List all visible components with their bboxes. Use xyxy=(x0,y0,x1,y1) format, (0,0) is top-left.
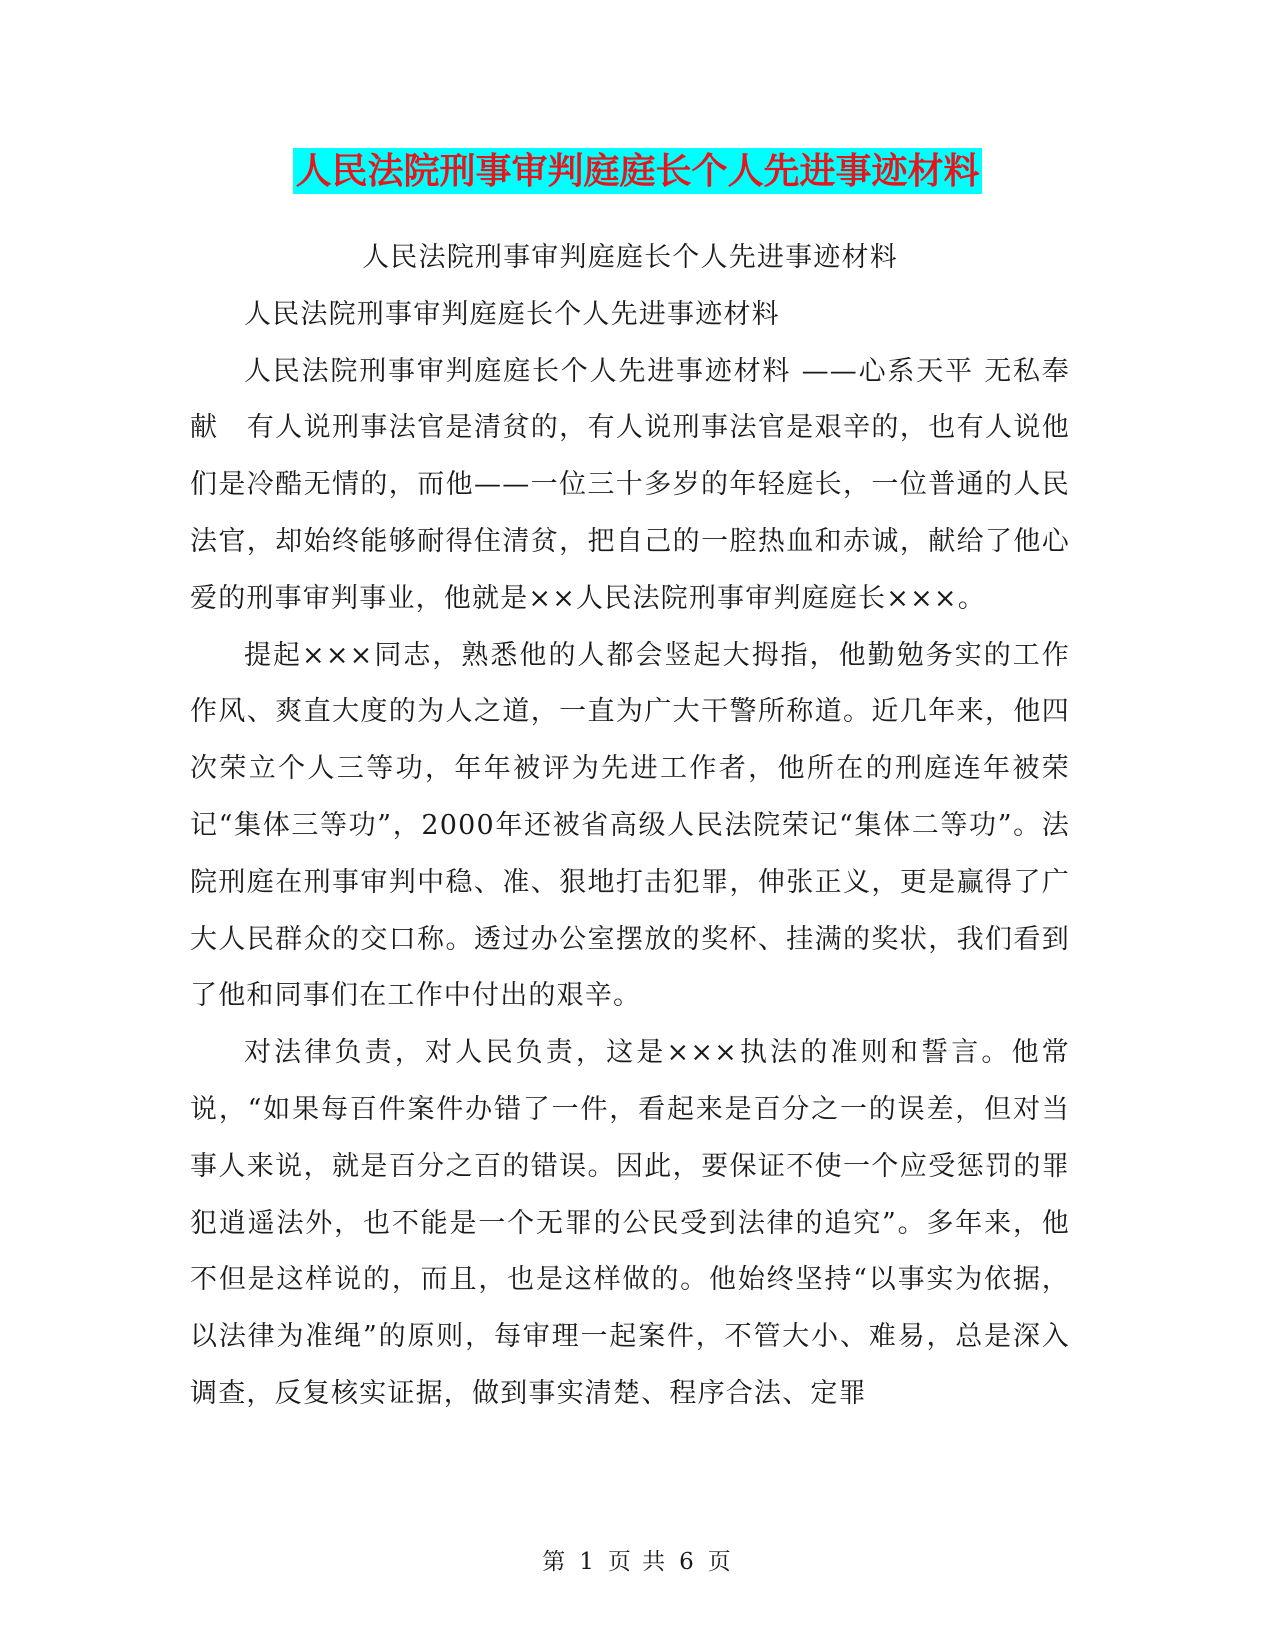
footer-suffix: 页 xyxy=(707,1549,733,1575)
paragraph-3: 提起×××同志，熟悉他的人都会竖起大拇指，他勤勉务实的工作作风、爽直大度的为人之道，一直为广大干警所称道。近几年来，他四次荣立个人三等功，年年被评为先进工作者，他所在的刑庭连年被荣记“集体三等功”，2000年还被省高级人民法院荣记“集体二等功”。法院刑庭在刑事审判中稳、准、狠地打击犯罪，伸张正义，更是赢得了广大人民群众的交口称。透过办公室摆放的奖杯、挂满的奖状，我们看到了他和同事们在工作中付出的艰辛。 xyxy=(190,639,1070,1012)
paragraph-2: 人民法院刑事审判庭庭长个人先进事迹材料 ——心系天平 无私奉献 有人说刑事法官是清贫的，有人说刑事法官是艰辛的，也有人说他们是冷酷无情的，而他——一位三十多岁的年轻庭长，一位普通的人民法官，却始终能够耐得住清贫，把自己的一腔热血和赤诚，献给了他心爱的刑事审判事业，他就是××人民法院刑事审判庭庭长×××。 xyxy=(190,355,1070,614)
title-container xyxy=(0,148,1275,194)
footer-page-number: 1 xyxy=(579,1549,596,1575)
subtitle: 人民法院刑事审判庭庭长个人先进事迹材料 xyxy=(362,242,898,273)
footer-middle: 页 共 xyxy=(607,1549,668,1575)
page-footer xyxy=(0,1543,1275,1576)
paragraph-1: 人民法院刑事审判庭庭长个人先进事迹材料 xyxy=(244,298,780,330)
paragraph-4: 对法律负责，对人民负责，这是×××执法的准则和誓言。他常说，“如果每百件案件办错了一件，看起来是百分之一的误差，但对当事人来说，就是百分之百的错误。因此，要保证不使一个应受惩罚的罪犯逍遥法外，也不能是一个无罪的公民受到法律的追究”。多年来，他不但是这样说的，而且，也是这样做的。他始终坚持“以事实为依据，以法律为准绳”的原则，每审理一起案件，不管大小、难易，总是深入调查，反复核实证据，做到事实清楚、程序合法、定罪 xyxy=(190,1037,1070,1409)
document-body xyxy=(190,230,1070,1423)
footer-total-pages: 6 xyxy=(679,1549,696,1575)
footer-prefix: 第 xyxy=(542,1549,568,1575)
document-title: 人民法院刑事审判庭庭长个人先进事迹材料 xyxy=(295,150,980,192)
